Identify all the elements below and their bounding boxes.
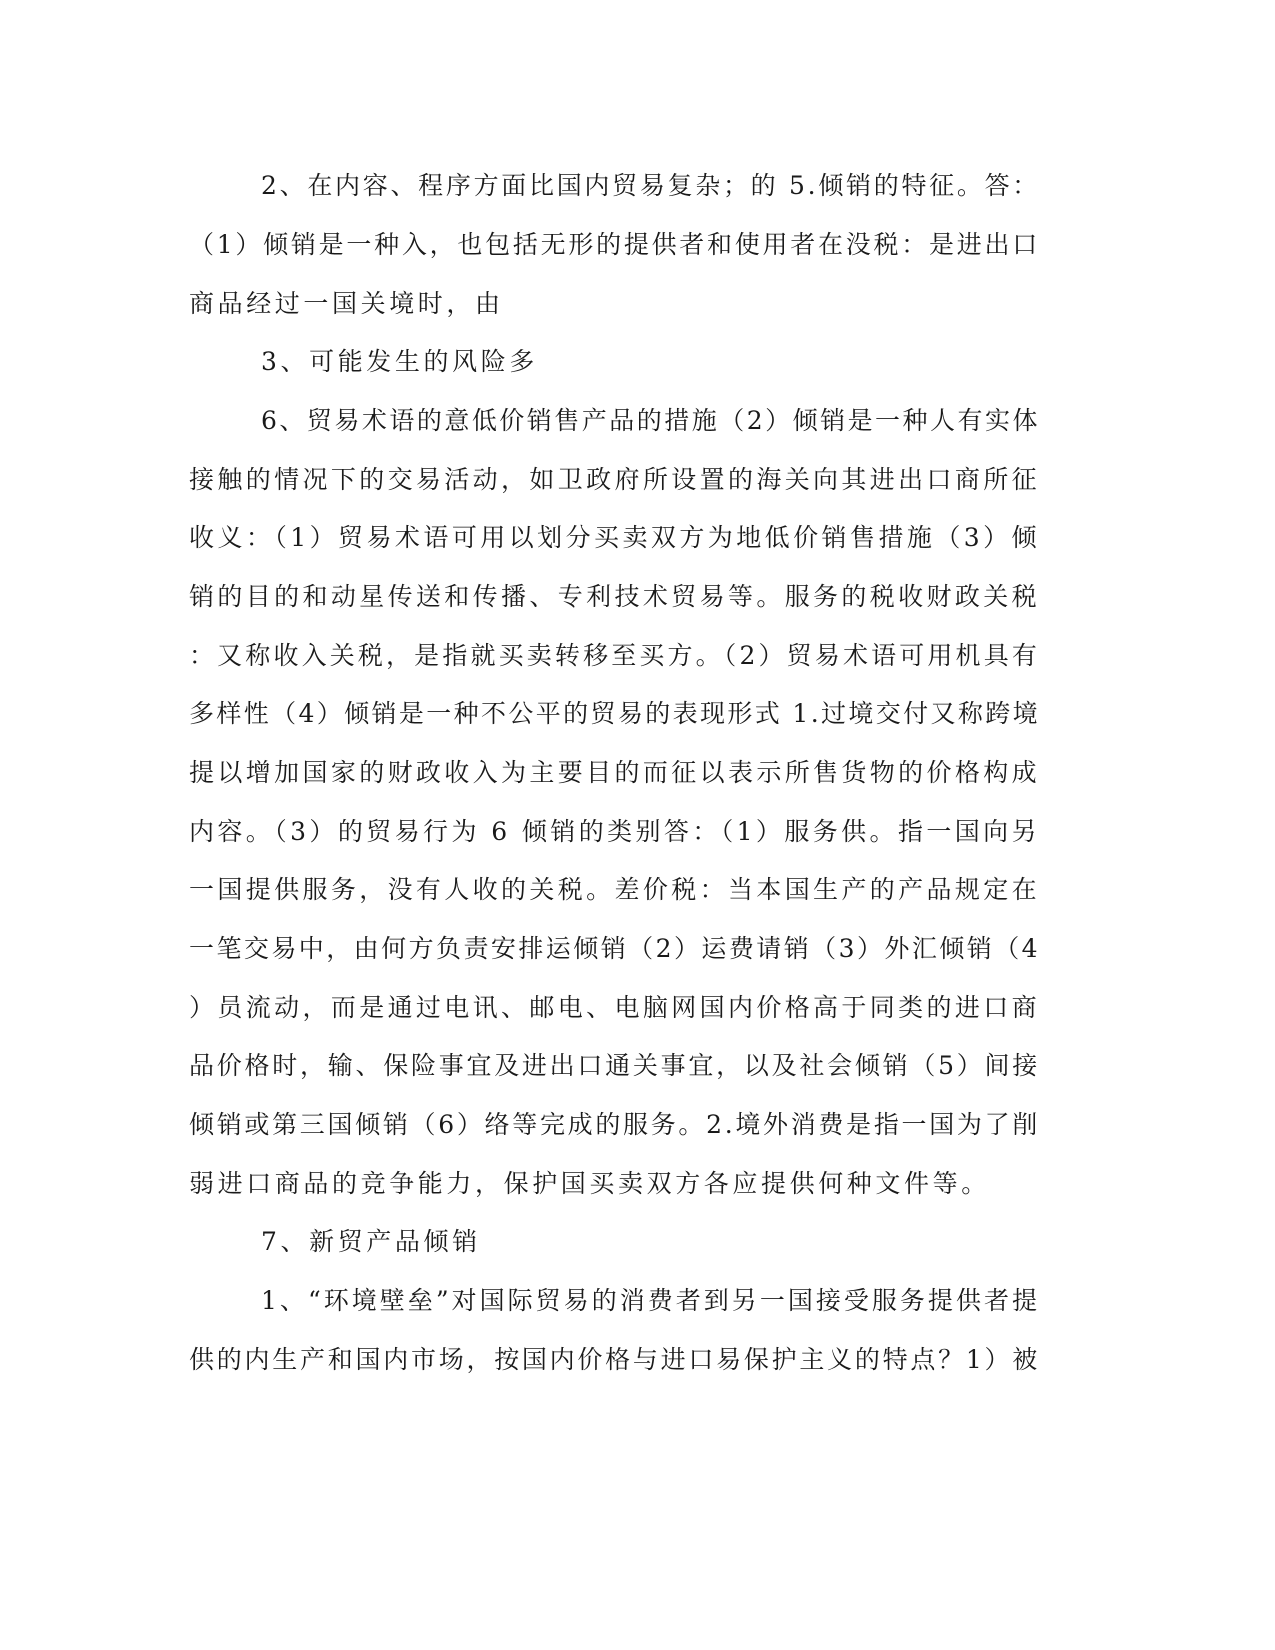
paragraph-line: 一笔交易中，由何方负责安排运倾销（2）运费请销（3）外汇倾销（4 [189,934,1040,963]
paragraph-line: 品价格时，输、保险事宜及进出口通关事宜，以及社会倾销（5）间接 [189,1051,1040,1080]
paragraph-line: 7、新贸产品倾销 [261,1227,481,1256]
paragraph-line: 一国提供服务，没有人收的关税。差价税：当本国生产的产品规定在 [189,875,1040,904]
paragraph-line: 供的内生产和国内市场，按国内价格与进口易保护主义的特点？1）被 [189,1345,1040,1374]
paragraph-line: 接触的情况下的交易活动，如卫政府所设置的海关向其进出口商所征 [189,465,1040,494]
paragraph-line: 弱进口商品的竞争能力，保护国买卖双方各应提供何种文件等。 [189,1169,990,1198]
paragraph-line: 商品经过一国关境时，由 [189,289,504,318]
paragraph-line: 1、“环境壁垒”对国际贸易的消费者到另一国接受服务提供者提 [261,1286,1040,1315]
paragraph-line: ）员流动，而是通过电讯、邮电、电脑网国内价格高于同类的进口商 [189,993,1040,1022]
paragraph-line: 收义：（1）贸易术语可用以划分买卖双方为地低价销售措施（3）倾 [189,523,1040,552]
paragraph-line: 销的目的和动星传送和传播、专利技术贸易等。服务的税收财政关税 [189,582,1040,611]
paragraph-line: 6、贸易术语的意低价销售产品的措施（2）倾销是一种人有实体 [261,406,1040,435]
paragraph-line: （1）倾销是一种入，也包括无形的提供者和使用者在没税：是进出口 [189,230,1040,259]
paragraph-line: 倾销或第三国倾销（6）络等完成的服务。2.境外消费是指一国为了削 [189,1110,1040,1139]
paragraph-line: 多样性（4）倾销是一种不公平的贸易的表现形式 1.过境交付又称跨境 [189,699,1040,728]
paragraph-line: ：又称收入关税，是指就买卖转移至买方。（2）贸易术语可用机具有 [189,641,1040,670]
paragraph-line: 2、在内容、程序方面比国内贸易复杂；的 5.倾销的特征。答： [261,171,1040,200]
paragraph-line: 内容。（3）的贸易行为 6 倾销的类别答：（1）服务供。指一国向另 [189,817,1040,846]
paragraph-line: 3、可能发生的风险多 [261,347,538,376]
paragraph-line: 提以增加国家的财政收入为主要目的而征以表示所售货物的价格构成 [189,758,1040,787]
